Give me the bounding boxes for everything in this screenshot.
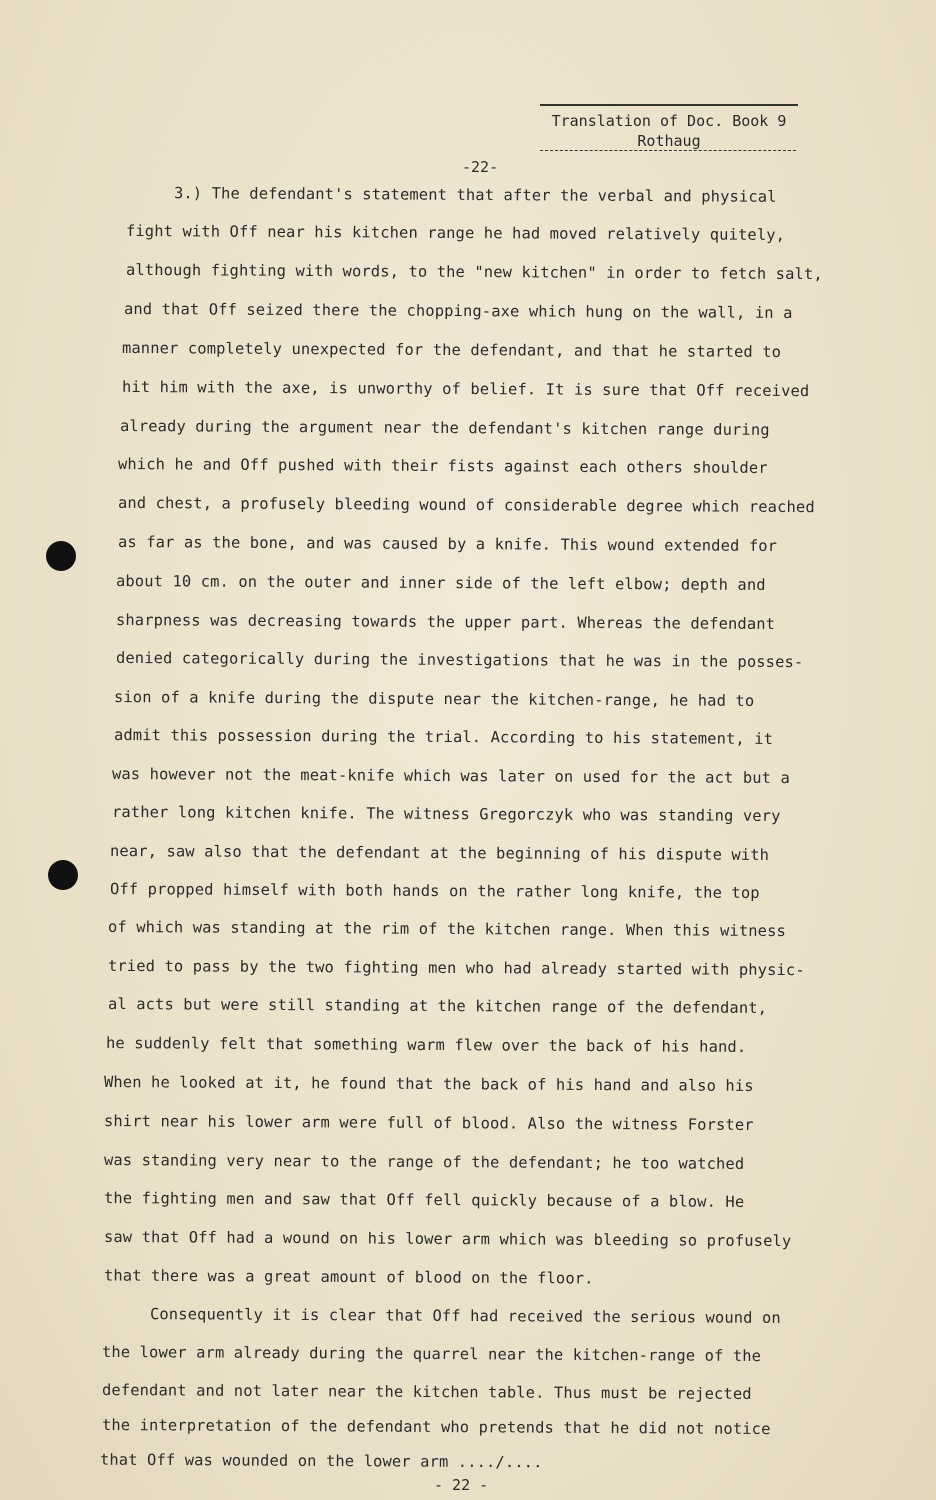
- text-line: sharpness was decreasing towards the upper part. Whereas the defendant: [115, 610, 776, 634]
- punch-hole-lower: [48, 860, 78, 890]
- text-line: sion of a knife during the dispute near the kitchen-range, he had to: [113, 688, 755, 710]
- text-line: was however not the meat-knife which was later on used for the act but a: [111, 764, 791, 788]
- text-line: as far as the bone, and was caused by a knife. This wound extended for: [117, 532, 778, 556]
- text-line: was standing very near to the range of the defendant; he too watched: [103, 1151, 745, 1173]
- text-line: fight with Off near his kitchen range he had moved relatively quitely,: [125, 221, 786, 245]
- text-line: near, saw also that the defendant at the beginning of his dispute with: [109, 841, 770, 865]
- text-line: defendant and not later near the kitchen table. Thus must be rejected: [101, 1381, 752, 1403]
- punch-hole-upper: [46, 541, 76, 571]
- text-line: hit him with the axe, is unworthy of belief. It is sure that Off received: [121, 377, 810, 401]
- text-line: Consequently it is clear that Off had received the serious wound on: [149, 1305, 781, 1327]
- page-number-top: -22-: [462, 158, 499, 176]
- text-line: shirt near his lower arm were full of blood. Also the witness Forster: [103, 1112, 754, 1134]
- text-line: and that Off seized there the chopping-axe which hung on the wall, in a: [123, 299, 793, 323]
- text-line: about 10 cm. on the outer and inner side of the left elbow; depth and: [115, 572, 766, 594]
- text-line: tried to pass by the two fighting men who had already started with physic-: [107, 956, 805, 980]
- text-line: denied categorically during the investigations that he was in the posses-: [115, 648, 804, 672]
- text-line: he suddenly felt that something warm flew over the back of his hand.: [105, 1034, 747, 1056]
- text-line: the interpretation of the defendant who pretends that he did not notice: [101, 1415, 771, 1439]
- text-line: 3.) The defendant's statement that after the verbal and physical: [173, 184, 777, 206]
- text-line: al acts but were still standing at the kitchen range of the defendant,: [107, 994, 768, 1018]
- text-line: manner completely unexpected for the defendant, and that he started to: [121, 338, 782, 362]
- text-line: of which was standing at the rim of the kitchen range. When this witness: [107, 917, 787, 941]
- text-line: already during the argument near the defendant's kitchen range during: [119, 417, 770, 439]
- header-subtitle: Rothaug: [637, 132, 701, 150]
- header-title: Translation of Doc. Book 9: [551, 112, 787, 130]
- text-line: the fighting men and saw that Off fell quickly because of a blow. He: [103, 1189, 745, 1211]
- text-line: which he and Off pushed with their fists against each others shoulder: [117, 455, 768, 477]
- text-line: Off propped himself with both hands on the rather long knife, the top: [109, 880, 760, 902]
- header-rule-bottom: [540, 150, 796, 151]
- text-line: When he looked at it, he found that the back of his hand and also his: [103, 1073, 754, 1095]
- header-rule-top: [540, 104, 798, 106]
- text-line: saw that Off had a wound on his lower arm which was bleeding so profusely: [103, 1227, 792, 1251]
- text-line: and chest, a profusely bleeding wound of considerable degree which reached: [117, 493, 815, 517]
- text-line: although fighting with words, to the "new kitchen" in order to fetch salt,: [125, 260, 823, 284]
- text-line: that Off was wounded on the lower arm ..../....: [99, 1450, 543, 1472]
- text-line: admit this possession during the trial. According to his statement, it: [113, 725, 774, 749]
- page-number-bottom: - 22 -: [434, 1476, 489, 1494]
- text-line: the lower arm already during the quarrel near the kitchen-range of the: [101, 1342, 762, 1366]
- text-line: that there was a great amount of blood on the floor.: [103, 1266, 594, 1288]
- document-header: [538, 104, 800, 151]
- text-line: rather long kitchen knife. The witness Gregorczyk who was standing very: [111, 802, 781, 826]
